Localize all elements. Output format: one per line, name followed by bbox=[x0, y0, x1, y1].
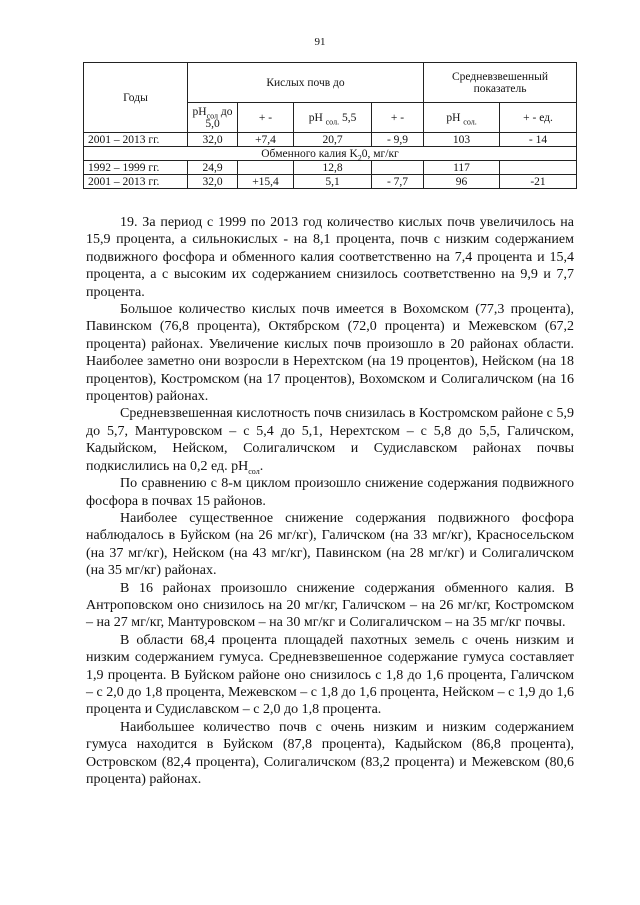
table-row bbox=[84, 161, 577, 175]
table-cell: - 9,9 bbox=[372, 133, 424, 147]
paragraph: Большое количество кислых почв имеется в Вохомском (77,3 процента), Павинском (76,8 процента), Октябрском (72,0 процента) и Межевском (67,2 процента) районах. Увеличение кислых почв произошло в 20 районах области. Наиболее заметно они возросли в Нерехтском (на 19 процентов), Нейском (на 18 процентов), Костромском (на 17 процентов), Вохомском и Солигаличском (на 16 процентов) районах. bbox=[86, 302, 574, 405]
header-weighted-average: Средневзвешенный показатель bbox=[424, 63, 577, 103]
header-plus-minus-1: + - bbox=[238, 103, 294, 133]
table-cell: 32,0 bbox=[188, 175, 238, 189]
paragraph: Наиболее существенное снижение содержания подвижного фосфора наблюдалось в Буйском (на 26 мг/кг), Галичском (на 33 мг/кг), Красносельском (на 37 мг/кг), Нейском (на 43 мг/кг), Павинском (на 28 мг/кг) и Солигаличском (на 35 мг/кг) районах. bbox=[86, 510, 574, 579]
table-cell: +7,4 bbox=[238, 133, 294, 147]
header-years: Годы bbox=[84, 63, 188, 133]
section-potassium: Обменного калия $K_20$, мг/кг bbox=[84, 147, 577, 161]
page-number: 91 bbox=[314, 36, 326, 48]
paragraph: В области 68,4 процента площадей пахотных земель с очень низким и низким содержанием гумуса. Средневзвешенное содержание гумуса составляет 1,9 процента. В Буйском районе оно снизилось с 1,8 до 1,6 процента, Галичском – с 2,0 до 1,8 процента, Межевском – с 1,8 до 1,6 процента, Нейском – с 1,9 до 1,6 процента и Судиславском – с 2,0 до 1,8 процента. bbox=[86, 632, 574, 718]
table-cell: 5,1 bbox=[294, 175, 372, 189]
header-acid-soils: Кислых почв до bbox=[188, 63, 424, 103]
table-row bbox=[84, 175, 577, 189]
table-cell: - 7,7 bbox=[372, 175, 424, 189]
table-row bbox=[84, 133, 577, 147]
table-cell: 103 bbox=[424, 133, 500, 147]
header-ph-5-5: pH $_{сол.}$ 5,5 bbox=[294, 103, 372, 133]
table-cell: - 14 bbox=[500, 133, 577, 147]
table-cell bbox=[500, 161, 577, 175]
header-plus-minus-units: + - ед. bbox=[500, 103, 577, 133]
paragraph: В 16 районах произошло снижение содержания обменного калия. В Антроповском оно снизилось на 20 мг/кг, Галичском – на 26 мг/кг, Костромском – на 27 мг/кг, Мантуровском – на 30 мг/кг и Солигаличском – на 35 мг/кг почвы. bbox=[86, 580, 574, 631]
soil-statistics-table bbox=[83, 62, 577, 189]
table-cell: 96 bbox=[424, 175, 500, 189]
table-section-row bbox=[84, 147, 577, 161]
body-text bbox=[86, 214, 574, 788]
table-cell bbox=[372, 161, 424, 175]
table-header-row bbox=[84, 63, 577, 103]
table-cell: 117 bbox=[424, 161, 500, 175]
table-cell: 32,0 bbox=[188, 133, 238, 147]
table-cell: 2001 – 2013 гг. bbox=[84, 175, 188, 189]
header-ph-sol: pH $_{сол.}$ bbox=[424, 103, 500, 133]
table-cell: 2001 – 2013 гг. bbox=[84, 133, 188, 147]
header-ph-to-5-0: $pH_{сол}$ до 5,0 bbox=[188, 103, 238, 133]
table-cell: 12,8 bbox=[294, 161, 372, 175]
paragraph: 19. За период с 1999 по 2013 год количество кислых почв увеличилось на 15,9 процента, а сильнокислых - на 8,1 процента, почв с низким содержанием подвижного фосфора и обменного калия соответственно на 7,4 процента и 15,4 процента, а с высоким их содержанием снизилось соответственно на 9,9 и 7,7 процента. bbox=[86, 215, 574, 300]
table-cell: 20,7 bbox=[294, 133, 372, 147]
table-cell: +15,4 bbox=[238, 175, 294, 189]
header-plus-minus-2: + - bbox=[372, 103, 424, 133]
table-cell: 24,9 bbox=[188, 161, 238, 175]
table-cell: 1992 – 1999 гг. bbox=[84, 161, 188, 175]
table-cell bbox=[238, 161, 294, 175]
table-cell: -21 bbox=[500, 175, 577, 189]
paragraph: Средневзвешенная кислотность почв снизилась в Костромском районе с 5,9 до 5,7, Мантуровском – с 5,4 до 5,1, Нерехтском – с 5,8 до 5,5, Галичском, Кадыйском, Нейском, Солигаличском и Судиславском районах почвы подкислились на 0,2 ед. $pH_{сол}$. bbox=[86, 406, 574, 476]
paragraph: По сравнению с 8-м циклом произошло снижение содержания подвижного фосфора в почвах 15 районов. bbox=[86, 476, 574, 509]
paragraph: Наибольшее количество почв с очень низким и низким содержанием гумуса находится в Буйском (87,8 процента), Кадыйском (86,8 процента), Островском (82,4 процента), Солигаличском (83,2 процента) и Межевском (80,6 процента) районах. bbox=[86, 719, 574, 787]
